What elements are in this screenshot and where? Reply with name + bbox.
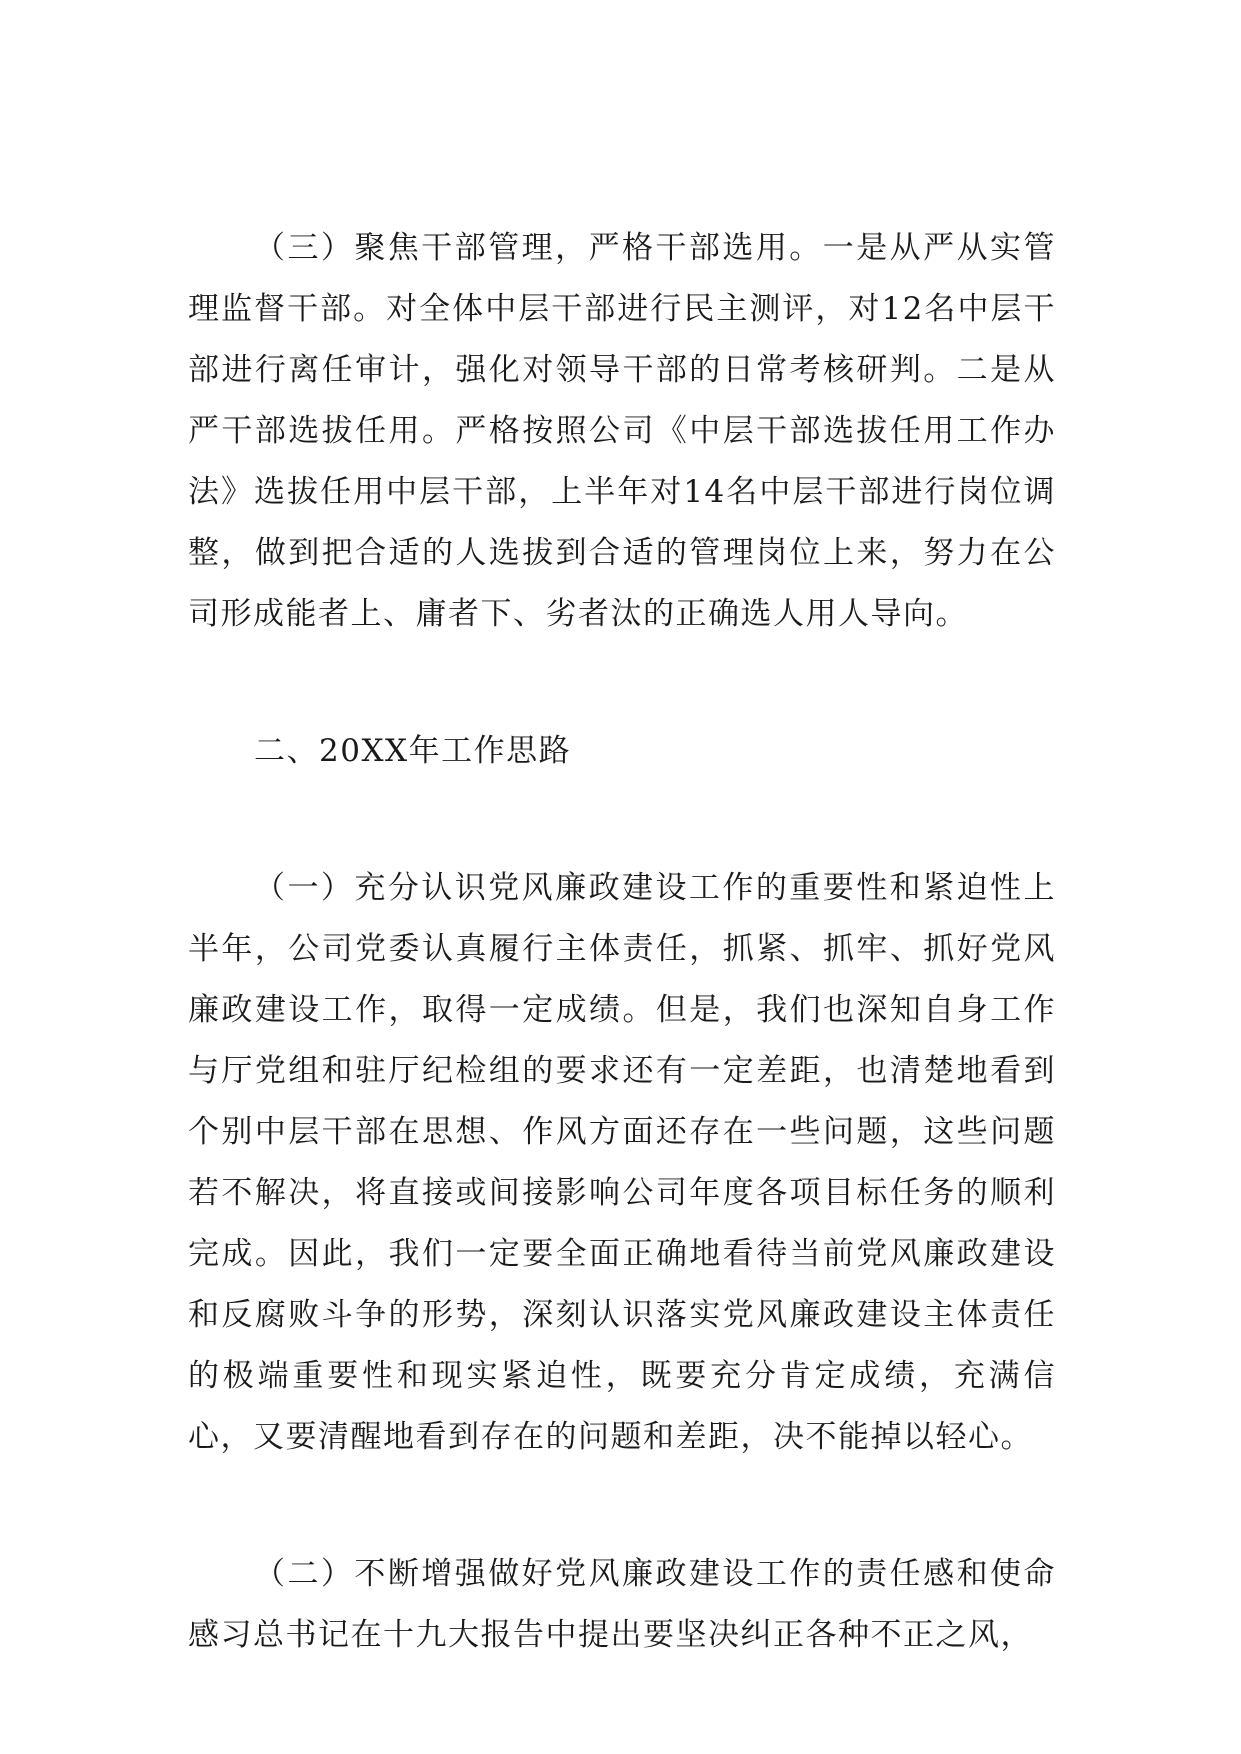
paragraph-spacer (188, 782, 1056, 858)
document-body (188, 218, 1056, 1666)
paragraph-spacer (188, 1468, 1056, 1544)
paragraph-spacer (188, 645, 1056, 721)
paragraph-cadre-management: （三）聚焦干部管理，严格干部选用。一是从严从实管理监督干部。对全体中层干部进行民主测评，对12名中层干部进行离任审计，强化对领导干部的日常考核研判。二是从严干部选拔任用。严格按照公司《中层干部选拔任用工作办法》选拔任用中层干部，上半年对14名中层干部进行岗位调整，做到把合适的人选拔到合适的管理岗位上来，努力在公司形成能者上、庸者下、劣者汰的正确选人用人导向。 (188, 230, 1056, 632)
paragraph-responsibility-mission: （二）不断增强做好党风廉政建设工作的责任感和使命感习总书记在十九大报告中提出要坚决纠正各种不正之风， (188, 1556, 1056, 1653)
paragraph-importance-urgency: （一）充分认识党风廉政建设工作的重要性和紧迫性上半年，公司党委认真履行主体责任，抓紧、抓牢、抓好党风廉政建设工作，取得一定成绩。但是，我们也深知自身工作与厅党组和驻厅纪检组的要求还有一定差距，也清楚地看到个别中层干部在思想、作风方面还存在一些问题，这些问题若不解决，将直接或间接影响公司年度各项目标任务的顺利完成。因此，我们一定要全面正确地看待当前党风廉政建设和反腐败斗争的形势，深刻认识落实党风廉政建设主体责任的极端重要性和现实紧迫性，既要充分肯定成绩，充满信心，又要清醒地看到存在的问题和差距，决不能掉以轻心。 (188, 870, 1056, 1455)
section-heading-work-plan: 二、20XX年工作思路 (254, 733, 572, 769)
